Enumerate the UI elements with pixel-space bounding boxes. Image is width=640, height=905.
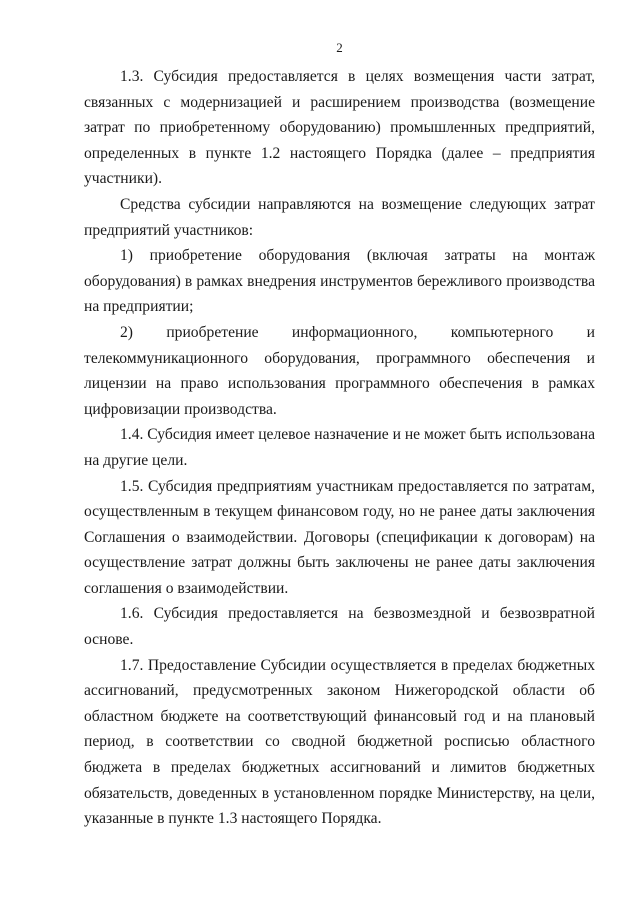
paragraph-list-item-1: 1) приобретение оборудования (включая затраты на монтаж оборудования) в рамках внедрения инструментов бережливого производства на предприятии; — [84, 247, 595, 316]
paragraph-1-4: 1.4. Субсидия имеет целевое назначение и не может быть использована на другие цели. — [84, 426, 596, 469]
paragraph-1-3: 1.3. Субсидия предоставляется в целях возмещения части затрат, связанных с модернизацией и расширением производства (возмещение затрат по приобретенному оборудованию) промышленных предприятий, определенных в пункте 1.2 настоящего Порядка (далее – предприятия участники). — [84, 68, 595, 188]
paragraph-funds-directed: Средства субсидии направляются на возмещение следующих затрат предприятий участников: — [84, 195, 595, 239]
page-number: 2 — [336, 40, 343, 55]
paragraph-1-6: 1.6. Субсидия предоставляется на безвозмездной и безвозвратной основе. — [84, 605, 595, 649]
paragraph-1-7: 1.7. Предоставление Субсидии осуществляется в пределах бюджетных ассигнований, предусмотренных законом Нижегородской области об областном бюджете на соответствующий финансовый год и на плановый период, в соответствии со сводной бюджетной росписью областного бюджета в пределах бюджетных ассигнований и лимитов бюджетных обязательств, доведенных в установленном порядке Министерству, на цели, указанные в пункте 1.3 настоящего Порядка. — [84, 656, 595, 828]
paragraph-list-item-2: 2) приобретение информационного, компьютерного и телекоммуникационного оборудования, программного обеспечения и лицензии на право использования программного обеспечения в рамках цифровизации производства. — [84, 323, 595, 418]
document-body — [84, 64, 595, 832]
paragraph-1-5: 1.5. Субсидия предприятиям участникам предоставляется по затратам, осуществленным в текущем финансовом году, но не ранее даты заключения Соглашения о взаимодействии. Договоры (спецификации к договорам) на осуществление затрат должны быть заключены не ранее даты заключения соглашения о взаимодействии. — [84, 477, 595, 597]
